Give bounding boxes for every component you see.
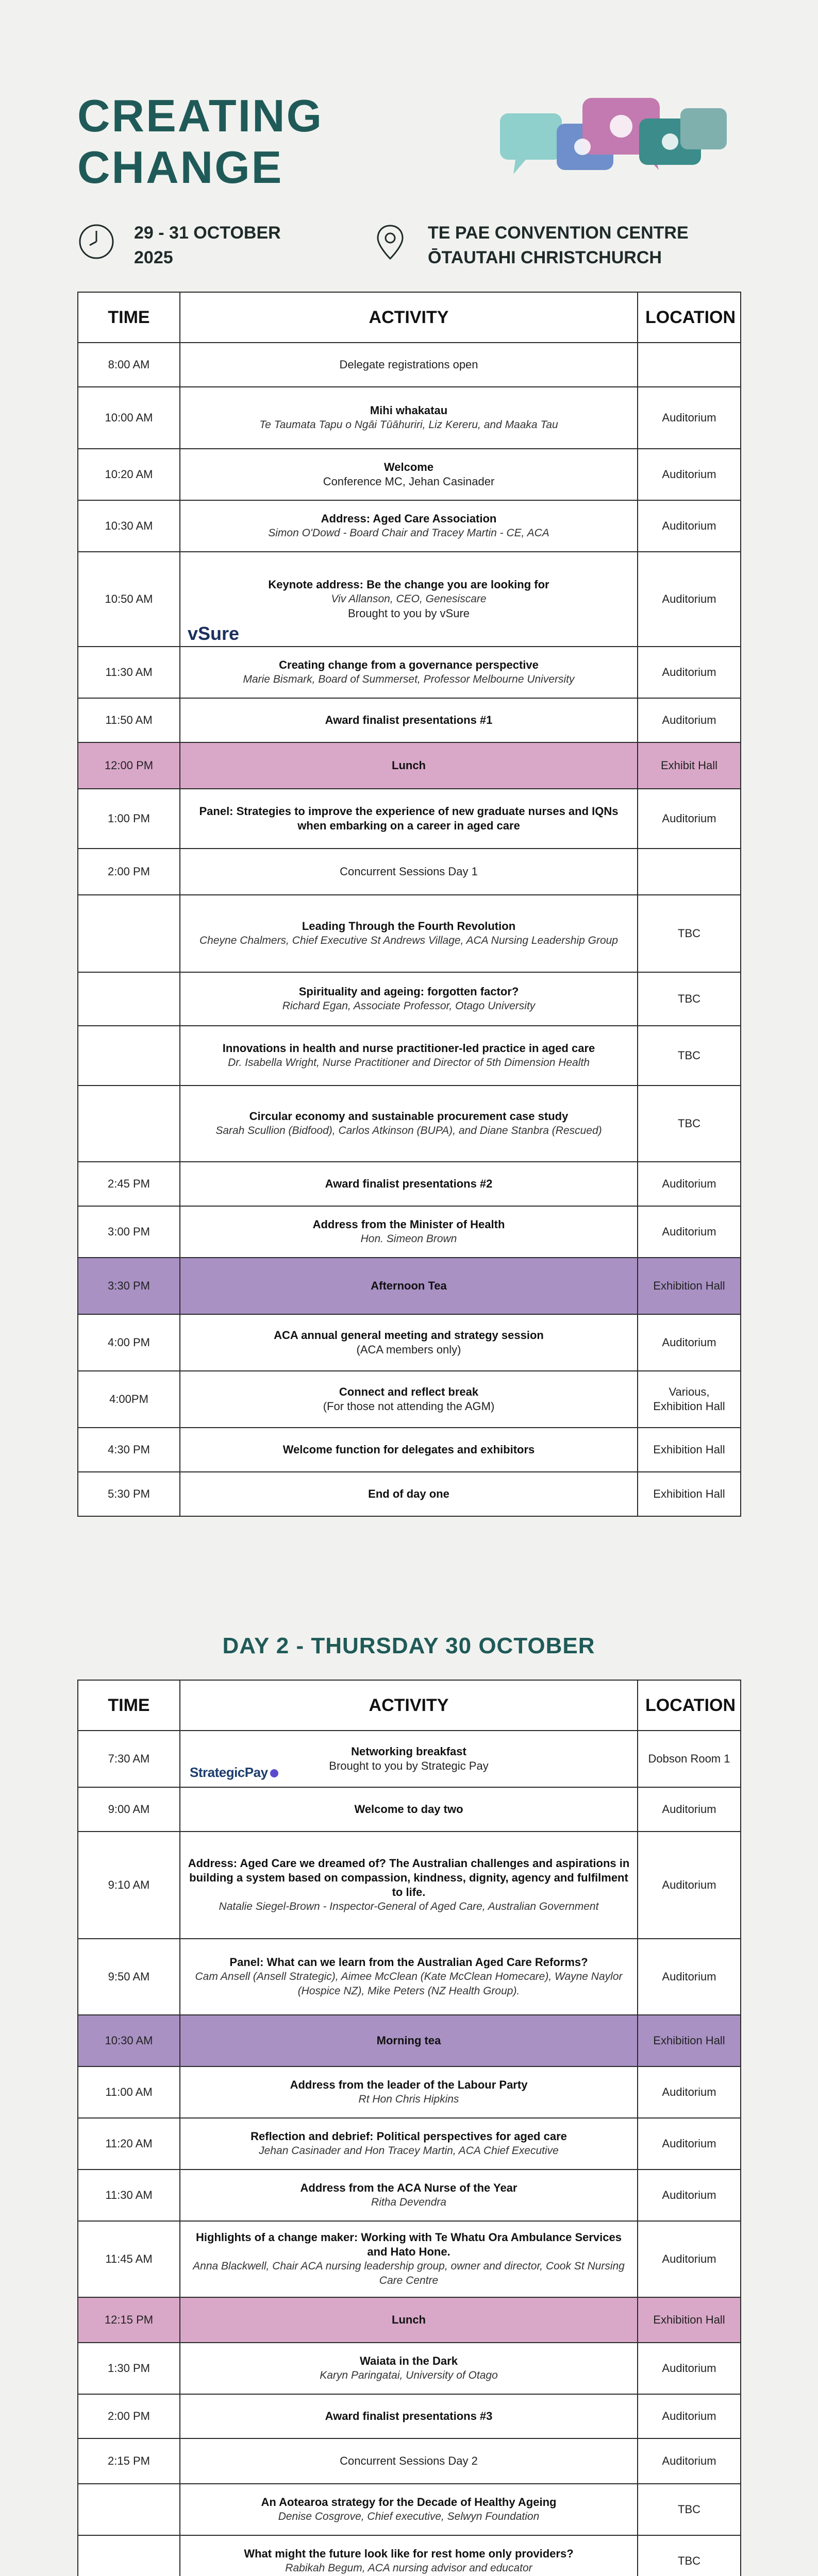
- row-activity: [180, 742, 638, 789]
- activity-title: Mihi whakatau: [370, 404, 448, 417]
- row-location: Exhibition Hall: [638, 2015, 741, 2066]
- dates-line-2: 2025: [134, 248, 173, 267]
- row-activity: [180, 698, 638, 742]
- table-row: [78, 387, 741, 449]
- strategic-pay-logo-text: StrategicPay: [190, 1765, 268, 1780]
- clock-icon: [77, 223, 115, 261]
- activity-title: Address from the ACA Nurse of the Year: [300, 2181, 517, 2194]
- row-time: 11:50 AM: [78, 698, 180, 742]
- column-header-location: LOCATION: [638, 292, 741, 343]
- activity-speaker: Te Taumata Tapu o Ngāi Tūāhuriri, Liz Kereru, and Maaka Tau: [259, 419, 558, 431]
- page-header: [0, 0, 818, 289]
- row-activity: [180, 1472, 638, 1516]
- table-row: [78, 2297, 741, 2343]
- activity-speaker: Simon O'Dowd - Board Chair and Tracey Martin - CE, ACA: [268, 527, 549, 539]
- activity-title: Welcome: [383, 461, 434, 473]
- title-line-2: CHANGE: [77, 142, 283, 193]
- activity-speaker: Denise Cosgrove, Chief executive, Selwyn Foundation: [278, 2511, 540, 2522]
- table-row: [78, 1472, 741, 1516]
- row-location: Auditorium: [638, 449, 741, 500]
- row-location: TBC: [638, 895, 741, 972]
- row-location: Exhibition Hall: [638, 1258, 741, 1314]
- activity-speaker: Rt Hon Chris Hipkins: [358, 2093, 459, 2105]
- activity-speaker: Hon. Simeon Brown: [360, 1233, 457, 1245]
- row-activity: [180, 2438, 638, 2484]
- row-activity: [180, 1428, 638, 1472]
- row-time: 3:00 PM: [78, 1206, 180, 1258]
- activity-speaker: Richard Egan, Associate Professor, Otago University: [282, 1000, 536, 1012]
- row-activity: [180, 500, 638, 552]
- activity-note: Concurrent Sessions Day 1: [340, 865, 478, 878]
- row-time: 8:00 AM: [78, 343, 180, 387]
- row-activity: [180, 2343, 638, 2394]
- activity-title: Morning tea: [376, 2034, 441, 2047]
- activity-speaker: Karyn Paringatai, University of Otago: [320, 2369, 498, 2381]
- row-location: Auditorium: [638, 552, 741, 647]
- row-location: Auditorium: [638, 1314, 741, 1371]
- row-time: 7:30 AM: [78, 1731, 180, 1787]
- activity-speaker: Cam Ansell (Ansell Strategic), Aimee McClean (Kate McClean Homecare), Wayne Naylor (Hospice NZ), Mike Peters (NZ Health Group).: [195, 1971, 623, 1997]
- activity-speaker: Marie Bismark, Board of Summerset, Professor Melbourne University: [243, 673, 575, 685]
- row-location: Auditorium: [638, 1787, 741, 1832]
- row-time: 10:30 AM: [78, 2015, 180, 2066]
- activity-title: Connect and reflect break: [339, 1385, 479, 1398]
- row-time: 4:00PM: [78, 1371, 180, 1428]
- table-row: [78, 789, 741, 849]
- activity-note: Brought to you by vSure: [347, 607, 470, 620]
- row-activity: [180, 2221, 638, 2297]
- row-location: TBC: [638, 1026, 741, 1086]
- table-row: [78, 2484, 741, 2535]
- activity-title: Spirituality and ageing: forgotten factor?: [298, 985, 519, 998]
- row-activity: [180, 2066, 638, 2118]
- row-activity: [180, 2297, 638, 2343]
- table-row: [78, 2394, 741, 2438]
- row-activity: [180, 789, 638, 849]
- column-header-time: TIME: [78, 292, 180, 343]
- row-location: Auditorium: [638, 2066, 741, 2118]
- activity-title: Award finalist presentations #3: [325, 2410, 493, 2422]
- table-row: [78, 1832, 741, 1939]
- activity-title: Welcome to day two: [354, 1803, 463, 1816]
- row-activity: [180, 1258, 638, 1314]
- row-activity: [180, 2484, 638, 2535]
- activity-title: ACA annual general meeting and strategy session: [274, 1329, 544, 1342]
- table-row: [78, 2170, 741, 2221]
- table-row: [78, 552, 741, 647]
- table-row: [78, 2221, 741, 2297]
- activity-title: Leading Through the Fourth Revolution: [302, 920, 516, 933]
- venue-line-2: ŌTAUTAHI CHRISTCHURCH: [428, 248, 662, 267]
- table-row: [78, 849, 741, 895]
- row-location: Auditorium: [638, 2221, 741, 2297]
- row-activity: [180, 2170, 638, 2221]
- activity-speaker: Natalie Siegel-Brown - Inspector-General of Aged Care, Australian Government: [219, 1901, 599, 1912]
- activity-title: What might the future look like for rest home only providers?: [244, 2547, 574, 2560]
- page-title: [77, 90, 323, 193]
- table-row: [78, 1314, 741, 1371]
- row-location: [638, 343, 741, 387]
- column-header-activity: ACTIVITY: [180, 292, 638, 343]
- activity-speaker: Anna Blackwell, Chair ACA nursing leadership group, owner and director, Cook St Nursing Care Centre: [193, 2260, 625, 2286]
- table-row: [78, 1026, 741, 1086]
- table-row: [78, 1428, 741, 1472]
- activity-title: End of day one: [368, 1487, 449, 1500]
- row-location: Auditorium: [638, 2394, 741, 2438]
- table-row: [78, 2118, 741, 2170]
- activity-title: Panel: What can we learn from the Australian Aged Care Reforms?: [229, 1956, 588, 1969]
- activity-speaker: Jehan Casinader and Hon Tracey Martin, ACA Chief Executive: [259, 2145, 559, 2157]
- activity-title: Networking breakfast: [351, 1745, 466, 1758]
- activity-title: Address: Aged Care we dreamed of? The Australian challenges and aspirations in building a system based on compassion, kindness, dignity, agency and fulfilment to life.: [188, 1857, 630, 1899]
- row-activity: [180, 1371, 638, 1428]
- row-time: 2:45 PM: [78, 1162, 180, 1206]
- table-row: [78, 1731, 741, 1787]
- row-location: Auditorium: [638, 698, 741, 742]
- table-row: [78, 742, 741, 789]
- table-row: [78, 1086, 741, 1162]
- table-row: [78, 2015, 741, 2066]
- row-activity: [180, 449, 638, 500]
- strategic-pay-dot-icon: [270, 1769, 278, 1777]
- row-activity: [180, 1787, 638, 1832]
- row-time: 9:50 AM: [78, 1939, 180, 2015]
- row-location: Auditorium: [638, 500, 741, 552]
- column-header-location: LOCATION: [638, 1680, 741, 1731]
- location-pin-icon: [371, 223, 409, 261]
- row-activity: [180, 1832, 638, 1939]
- column-header-time: TIME: [78, 1680, 180, 1731]
- row-location: TBC: [638, 2484, 741, 2535]
- row-activity: [180, 2394, 638, 2438]
- row-time: 12:00 PM: [78, 742, 180, 789]
- row-activity: [180, 1939, 638, 2015]
- activity-title: Address: Aged Care Association: [321, 512, 497, 525]
- row-location: Auditorium: [638, 647, 741, 698]
- row-activity: [180, 849, 638, 895]
- row-activity: [180, 552, 638, 647]
- activity-note: Concurrent Sessions Day 2: [340, 2454, 478, 2467]
- row-location: Auditorium: [638, 2118, 741, 2170]
- row-location: Exhibition Hall: [638, 1472, 741, 1516]
- row-location: Auditorium: [638, 1832, 741, 1939]
- row-time: 1:00 PM: [78, 789, 180, 849]
- row-time: 11:00 AM: [78, 2066, 180, 2118]
- row-location: Dobson Room 1: [638, 1731, 741, 1787]
- table-row: [78, 647, 741, 698]
- row-activity: [180, 2535, 638, 2576]
- row-time: 4:00 PM: [78, 1314, 180, 1371]
- row-activity: [180, 343, 638, 387]
- row-time: 11:30 AM: [78, 2170, 180, 2221]
- column-header-activity: ACTIVITY: [180, 1680, 638, 1731]
- table-row: [78, 895, 741, 972]
- row-time: [78, 895, 180, 972]
- row-activity: [180, 1314, 638, 1371]
- row-time: 9:00 AM: [78, 1787, 180, 1832]
- table-row: [78, 2066, 741, 2118]
- venue-info: [371, 216, 732, 278]
- table-row: [78, 500, 741, 552]
- table-row: [78, 2343, 741, 2394]
- row-time: 4:30 PM: [78, 1428, 180, 1472]
- schedule-table-day-1: [77, 292, 741, 1517]
- row-location: Auditorium: [638, 2438, 741, 2484]
- vsure-logo: [188, 623, 240, 644]
- row-location: Auditorium: [638, 2343, 741, 2394]
- row-activity: [180, 647, 638, 698]
- row-time: 1:30 PM: [78, 2343, 180, 2394]
- row-activity: [180, 1162, 638, 1206]
- row-time: [78, 2535, 180, 2576]
- title-line-1: CREATING: [77, 90, 324, 141]
- row-location: TBC: [638, 1086, 741, 1162]
- activity-title: Creating change from a governance perspective: [279, 658, 539, 671]
- activity-speaker: Dr. Isabella Wright, Nurse Practitioner and Director of 5th Dimension Health: [228, 1057, 590, 1069]
- activity-speaker: Sarah Scullion (Bidfood), Carlos Atkinson (BUPA), and Diane Stanbra (Rescued): [215, 1125, 602, 1137]
- row-location: TBC: [638, 972, 741, 1026]
- activity-title: Waiata in the Dark: [360, 2354, 458, 2367]
- table-row: [78, 449, 741, 500]
- table-row: [78, 2535, 741, 2576]
- row-time: 9:10 AM: [78, 1832, 180, 1939]
- row-location: Exhibition Hall: [638, 1428, 741, 1472]
- day-2-title: DAY 2 - THURSDAY 30 OCTOBER: [222, 1633, 595, 1658]
- table-header-row: [78, 1680, 741, 1731]
- vsure-logo-text: vSure: [188, 623, 240, 644]
- row-activity: [180, 387, 638, 449]
- table-row: [78, 2438, 741, 2484]
- row-time: 12:15 PM: [78, 2297, 180, 2343]
- row-location: Auditorium: [638, 1162, 741, 1206]
- row-activity: [180, 1026, 638, 1086]
- row-time: 11:45 AM: [78, 2221, 180, 2297]
- row-location: Exhibition Hall: [638, 2297, 741, 2343]
- activity-title: Award finalist presentations #2: [325, 1177, 493, 1190]
- activity-title: Lunch: [392, 759, 426, 772]
- activity-title: Reflection and debrief: Political perspectives for aged care: [251, 2130, 567, 2143]
- activity-title: Panel: Strategies to improve the experience of new graduate nurses and IQNs when embarking on a career in aged care: [199, 805, 619, 832]
- table-row: [78, 698, 741, 742]
- row-time: 10:00 AM: [78, 387, 180, 449]
- row-location: TBC: [638, 2535, 741, 2576]
- date-info: [77, 216, 345, 278]
- row-time: [78, 1086, 180, 1162]
- row-activity: [180, 1206, 638, 1258]
- row-location: Auditorium: [638, 1939, 741, 2015]
- row-activity: [180, 1086, 638, 1162]
- activity-title: Award finalist presentations #1: [325, 714, 493, 726]
- table-row: [78, 972, 741, 1026]
- row-time: [78, 1026, 180, 1086]
- row-location: Auditorium: [638, 387, 741, 449]
- table-row: [78, 1162, 741, 1206]
- row-time: 10:30 AM: [78, 500, 180, 552]
- row-time: 3:30 PM: [78, 1258, 180, 1314]
- activity-title: Circular economy and sustainable procurement case study: [249, 1110, 569, 1123]
- row-time: 2:00 PM: [78, 2394, 180, 2438]
- activity-title: Lunch: [392, 2313, 426, 2326]
- table-row: [78, 343, 741, 387]
- activity-title: Address from the leader of the Labour Party: [290, 2078, 528, 2091]
- activity-note: (For those not attending the AGM): [323, 1400, 495, 1413]
- row-time: 11:20 AM: [78, 2118, 180, 2170]
- row-location: Various, Exhibition Hall: [638, 1371, 741, 1428]
- activity-note: Delegate registrations open: [339, 358, 478, 371]
- row-activity: [180, 2015, 638, 2066]
- activity-title: Highlights of a change maker: Working with Te Whatu Ora Ambulance Services and Hato Hone.: [196, 2231, 622, 2258]
- row-time: 11:30 AM: [78, 647, 180, 698]
- table-row: [78, 1258, 741, 1314]
- row-location: Auditorium: [638, 1206, 741, 1258]
- activity-title: Welcome function for delegates and exhibitors: [282, 1443, 535, 1456]
- table-row: [78, 1206, 741, 1258]
- table-row: [78, 1371, 741, 1428]
- schedule-table-day-2: [77, 1680, 741, 2576]
- activity-title: Afternoon Tea: [371, 1279, 447, 1292]
- row-time: [78, 972, 180, 1026]
- row-location: Exhibit Hall: [638, 742, 741, 789]
- row-location: Auditorium: [638, 2170, 741, 2221]
- row-time: 10:20 AM: [78, 449, 180, 500]
- activity-note: (ACA members only): [356, 1343, 461, 1356]
- dates-line-1: 29 - 31 OCTOBER: [134, 223, 281, 243]
- row-activity: [180, 2118, 638, 2170]
- row-time: [78, 2484, 180, 2535]
- venue-line-1: TE PAE CONVENTION CENTRE: [428, 223, 689, 243]
- row-time: 10:50 AM: [78, 552, 180, 647]
- activity-speaker: Ritha Devendra: [371, 2196, 446, 2208]
- activity-note: Conference MC, Jehan Casinader: [323, 475, 495, 488]
- row-time: 5:30 PM: [78, 1472, 180, 1516]
- strategic-pay-logo: [190, 1765, 278, 1780]
- speech-bubbles-icon: [495, 93, 732, 196]
- row-time: 2:00 PM: [78, 849, 180, 895]
- row-activity: [180, 1731, 638, 1787]
- activity-note: Brought to you by Strategic Pay: [329, 1759, 489, 1772]
- activity-title: Keynote address: Be the change you are looking for: [268, 578, 549, 591]
- row-activity: [180, 972, 638, 1026]
- row-time: 2:15 PM: [78, 2438, 180, 2484]
- activity-speaker: Cheyne Chalmers, Chief Executive St Andrews Village, ACA Nursing Leadership Group: [199, 935, 618, 946]
- activity-title: An Aotearoa strategy for the Decade of Healthy Ageing: [261, 2496, 557, 2509]
- activity-title: Address from the Minister of Health: [312, 1218, 505, 1231]
- activity-title: Innovations in health and nurse practitioner-led practice in aged care: [222, 1042, 595, 1055]
- row-location: Auditorium: [638, 789, 741, 849]
- activity-speaker: Rabikah Begum, ACA nursing advisor and educator: [285, 2562, 532, 2574]
- table-header-row: [78, 292, 741, 343]
- row-location: [638, 849, 741, 895]
- row-activity: [180, 895, 638, 972]
- activity-speaker: Viv Allanson, CEO, Genesiscare: [331, 593, 487, 605]
- table-row: [78, 1939, 741, 2015]
- table-row: [78, 1787, 741, 1832]
